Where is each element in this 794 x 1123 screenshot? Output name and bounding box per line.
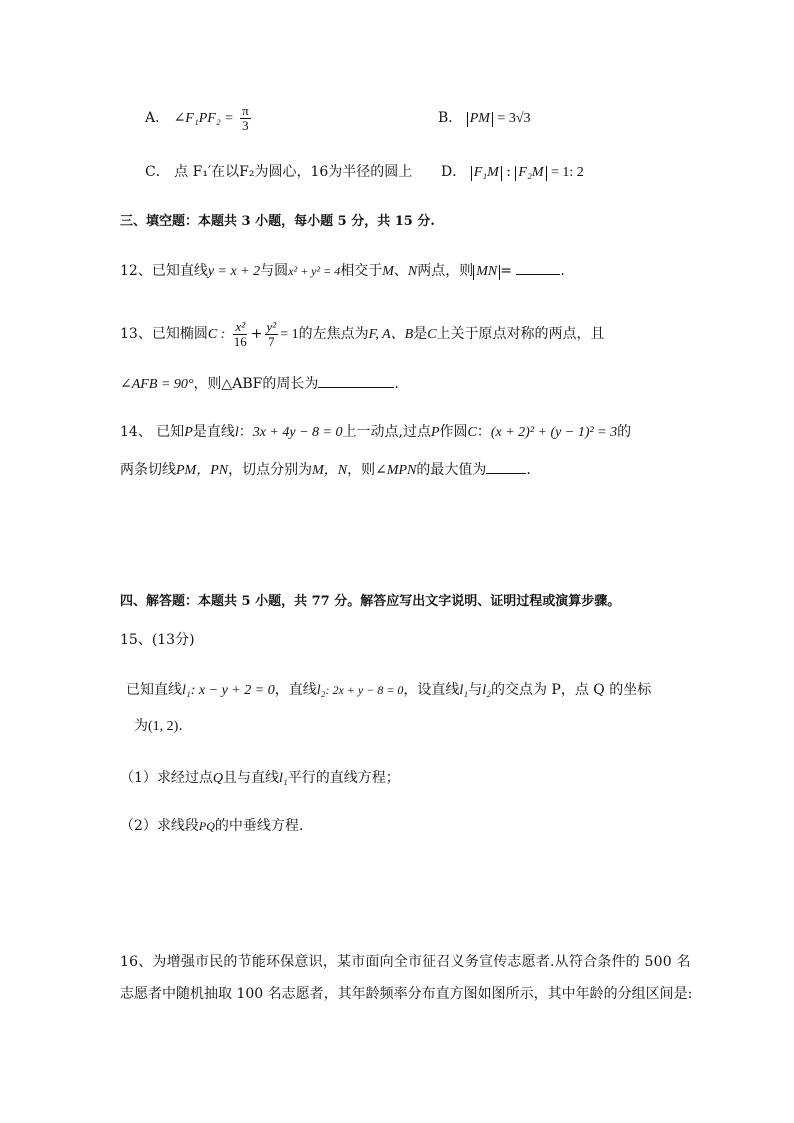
option-a-label: A． xyxy=(145,110,170,127)
q13-angle: ∠AFB = 90° xyxy=(120,377,194,392)
q12-text-d: 两点，则 xyxy=(417,263,474,279)
q15-text-b: ，直线 xyxy=(274,682,317,698)
option-a-fraction xyxy=(240,104,251,132)
question-14-line1 xyxy=(120,424,631,442)
option-b xyxy=(438,110,531,128)
question-16-line2: 志愿者中随机抽取 100 名志愿者，其年龄频率分布直方图如图所示，其中年龄的分组区间是: xyxy=(120,986,693,1002)
q14-line-equation: 3x + 4y − 8 = 0 xyxy=(252,425,343,440)
q13-text-a: 13、已知椭圆 xyxy=(120,326,208,343)
q15-text-a: 已知直线 xyxy=(126,682,182,698)
option-b-abs: PM xyxy=(467,112,493,127)
option-a xyxy=(145,104,253,132)
q12-point-m: M xyxy=(382,264,394,279)
q14-colon: ： xyxy=(238,424,253,440)
q12-equals: = xyxy=(500,263,512,279)
q14-tangents: PM，PN xyxy=(176,463,229,478)
q14-line2-c: ，则∠ xyxy=(347,462,387,478)
q15-part1-q: Q xyxy=(212,771,224,786)
q14-circle-equation: (x + 2)² + (y − 1)² = 3 xyxy=(490,425,618,440)
q12-sep: 、 xyxy=(393,263,408,279)
q13-fraction-x xyxy=(232,320,249,348)
question-15-part1 xyxy=(120,770,400,788)
q12-point-n: N xyxy=(407,264,418,279)
question-16-line1: 16、为增强市民的节能环保意识，某市面向全市征召义务宣传志愿者.从符合条件的 500 名 xyxy=(120,954,691,970)
q15-part1-b: 且与直线 xyxy=(223,770,280,786)
q12-line-equation: y = x + 2 xyxy=(207,264,261,279)
q14-colon2: ： xyxy=(476,424,491,440)
option-c-label: C． xyxy=(145,164,170,180)
q13-c: C xyxy=(427,327,437,343)
q15-l2-equation: : 2x + y − 8 = 0 xyxy=(325,683,404,697)
q15-l2b: l₂ xyxy=(482,683,491,698)
q13-end: . xyxy=(394,376,399,392)
question-13-line1 xyxy=(120,320,605,348)
option-d xyxy=(441,164,584,182)
question-15-line1 xyxy=(126,682,651,700)
q13-fraction-y xyxy=(265,320,279,348)
q15-part1-a: （1）求经过点 xyxy=(120,770,213,786)
question-13-line2 xyxy=(120,376,399,394)
q15-text-c: ，设直线 xyxy=(403,682,460,698)
option-a-expression: ∠F₁PF₂ = xyxy=(173,111,234,127)
q15-line2-end: . xyxy=(178,718,183,734)
q13-perimeter-text: ，则△ABF的周长为 xyxy=(193,376,319,392)
answer-blank xyxy=(318,387,394,388)
q14-angle-mpn: MPN xyxy=(386,463,417,478)
q15-l1: l₁ xyxy=(182,683,191,698)
q12-circle-equation: x² + y² = 4 xyxy=(288,264,341,278)
q15-l1b: l₁ xyxy=(459,683,469,698)
section4-text: 解答题：本题共 5 小题，共 77 分。解答应写出文字说明、证明过程或演算步骤。 xyxy=(146,594,621,609)
q13-points: F, A、B xyxy=(368,327,414,343)
q15-text-e: 的交点为 P，点 Q 的坐标 xyxy=(490,682,652,698)
q14-end: . xyxy=(526,462,531,478)
q14-text-c: 上一动点,过点 xyxy=(342,424,431,440)
question-15-part2 xyxy=(120,818,303,835)
option-c-text: 点 F₁′在以F₂为圆心，16为半径的圆上 xyxy=(174,164,413,180)
q15-line2-a: 为 xyxy=(134,718,148,734)
q15-point-q: (1, 2) xyxy=(148,719,179,734)
answer-blank xyxy=(516,274,560,275)
option-d-abs1: F₁M xyxy=(471,166,502,181)
q15-part1-l1: l₁ xyxy=(279,771,288,786)
q15-text-d: 与 xyxy=(468,682,483,698)
question-15-title: 15、(13分) xyxy=(120,632,195,648)
q14-text-b: 是直线 xyxy=(192,424,235,440)
q13-text-b: 的左焦点为 xyxy=(298,326,369,343)
q13-den-7: 7 xyxy=(268,333,275,349)
q13-num-y: y² xyxy=(266,319,277,334)
option-b-value: = 3√3 xyxy=(497,111,531,126)
q13-text-d: 上关于原点对称的两点，且 xyxy=(436,326,605,343)
q14-text-d: 作圆 xyxy=(439,424,468,440)
question-15-line2 xyxy=(134,718,183,736)
q14-line2-b: ，切点分别为 xyxy=(228,462,313,478)
q13-num-x: x² xyxy=(235,319,246,334)
q12-abs-mn: MN xyxy=(473,265,500,280)
q15-l2: l₂ xyxy=(316,683,326,698)
option-a-numerator: π xyxy=(242,103,249,118)
option-c xyxy=(145,164,412,181)
q12-text-a: 12、已知直线 xyxy=(120,263,208,279)
q12-end: . xyxy=(560,263,565,279)
q15-l1-equation: : x − y + 2 = 0 xyxy=(190,683,275,698)
section3-heading: 三、填空题：本题共 3 小题，每小题 5 分，共 15 分. xyxy=(120,214,435,229)
option-d-label: D． xyxy=(441,164,467,180)
section4-number: 四、 xyxy=(120,594,147,609)
q14-text-e: 的 xyxy=(617,424,632,440)
q12-text-c: 相交于 xyxy=(340,263,383,279)
q13-text-c: 是 xyxy=(413,326,428,343)
q14-c: C xyxy=(467,425,477,440)
q14-p: P xyxy=(184,425,193,440)
q15-part2-b: 的中垂线方程. xyxy=(214,818,304,834)
q14-line2-d: 的最大值为 xyxy=(416,462,487,478)
q15-part2-a: （2）求线段 xyxy=(120,818,199,834)
option-d-value: = 1: 2 xyxy=(550,165,584,180)
q14-text-a: 14、 已知 xyxy=(120,424,185,440)
option-d-abs2: F₂M xyxy=(515,166,546,181)
q14-line2-a: 两条切线 xyxy=(120,462,176,478)
section4-heading xyxy=(120,594,620,610)
question-12 xyxy=(120,263,565,281)
q13-equals-one: = 1 xyxy=(280,327,299,343)
q13-ellipse-name: C : xyxy=(207,327,226,343)
q13-plus: + xyxy=(250,326,263,343)
answer-blank xyxy=(486,473,526,474)
q15-part1-c: 平行的直线方程； xyxy=(287,770,400,786)
option-d-colon: : xyxy=(506,164,511,180)
option-a-denominator: 3 xyxy=(242,117,249,133)
q14-p2: P xyxy=(430,425,440,440)
q14-l: l xyxy=(234,425,239,440)
q13-den-16: 16 xyxy=(233,333,247,349)
q12-text-b: 与圆 xyxy=(260,263,289,279)
question-14-line2 xyxy=(120,462,531,480)
q15-part2-pq: PQ xyxy=(198,819,215,833)
q14-points-mn: M，N xyxy=(312,463,348,478)
option-b-label: B． xyxy=(438,110,463,126)
